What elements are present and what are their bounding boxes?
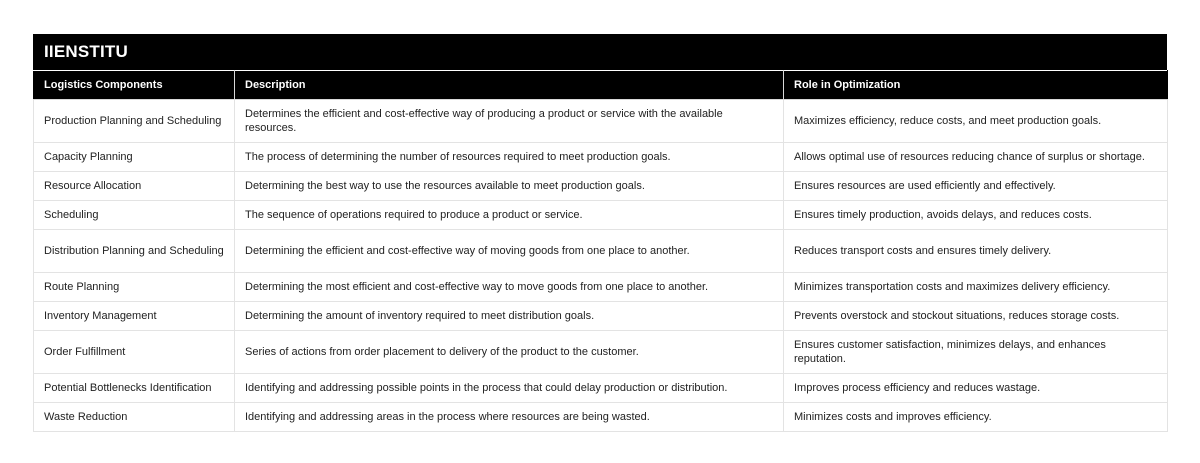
cell-component: Production Planning and Scheduling	[34, 100, 235, 143]
cell-component: Resource Allocation	[34, 172, 235, 201]
cell-component: Distribution Planning and Scheduling	[34, 230, 235, 273]
cell-role: Minimizes costs and improves efficiency.	[784, 403, 1168, 432]
cell-role: Allows optimal use of resources reducing chance of surplus or shortage.	[784, 143, 1168, 172]
table-row	[34, 302, 1168, 331]
header-role-in-optimization: Role in Optimization	[784, 71, 1168, 100]
table-row	[34, 172, 1168, 201]
table-row	[34, 230, 1168, 273]
cell-component: Scheduling	[34, 201, 235, 230]
table-row	[34, 403, 1168, 432]
cell-description: The sequence of operations required to produce a product or service.	[235, 201, 784, 230]
cell-description: Determining the amount of inventory required to meet distribution goals.	[235, 302, 784, 331]
cell-role: Ensures timely production, avoids delays, and reduces costs.	[784, 201, 1168, 230]
cell-role: Ensures customer satisfaction, minimizes delays, and enhances reputation.	[784, 331, 1168, 374]
table-row	[34, 273, 1168, 302]
cell-role: Prevents overstock and stockout situations, reduces storage costs.	[784, 302, 1168, 331]
cell-description: Determining the best way to use the resources available to meet production goals.	[235, 172, 784, 201]
brand-title: IIENSTITU	[44, 42, 128, 61]
cell-role: Maximizes efficiency, reduce costs, and meet production goals.	[784, 100, 1168, 143]
cell-description: Determining the most efficient and cost-effective way to move goods from one place to another.	[235, 273, 784, 302]
cell-description: Determines the efficient and cost-effective way of producing a product or service with the available resources.	[235, 100, 784, 143]
table-row	[34, 331, 1168, 374]
table-header-row	[34, 71, 1168, 100]
cell-description: Identifying and addressing possible points in the process that could delay production or distribution.	[235, 374, 784, 403]
cell-component: Potential Bottlenecks Identification	[34, 374, 235, 403]
cell-description: Determining the efficient and cost-effective way of moving goods from one place to another.	[235, 230, 784, 273]
cell-component: Inventory Management	[34, 302, 235, 331]
header-description: Description	[235, 71, 784, 100]
cell-role: Reduces transport costs and ensures timely delivery.	[784, 230, 1168, 273]
cell-component: Waste Reduction	[34, 403, 235, 432]
cell-role: Minimizes transportation costs and maximizes delivery efficiency.	[784, 273, 1168, 302]
table-row	[34, 201, 1168, 230]
cell-component: Order Fulfillment	[34, 331, 235, 374]
brand-header	[33, 34, 1167, 70]
cell-role: Improves process efficiency and reduces wastage.	[784, 374, 1168, 403]
cell-role: Ensures resources are used efficiently and effectively.	[784, 172, 1168, 201]
logistics-table	[33, 70, 1168, 432]
cell-description: The process of determining the number of resources required to meet production goals.	[235, 143, 784, 172]
table-row	[34, 100, 1168, 143]
cell-component: Capacity Planning	[34, 143, 235, 172]
table-row	[34, 374, 1168, 403]
table-container	[33, 34, 1167, 432]
cell-description: Identifying and addressing areas in the process where resources are being wasted.	[235, 403, 784, 432]
header-logistics-components: Logistics Components	[34, 71, 235, 100]
cell-component: Route Planning	[34, 273, 235, 302]
cell-description: Series of actions from order placement to delivery of the product to the customer.	[235, 331, 784, 374]
table-row	[34, 143, 1168, 172]
